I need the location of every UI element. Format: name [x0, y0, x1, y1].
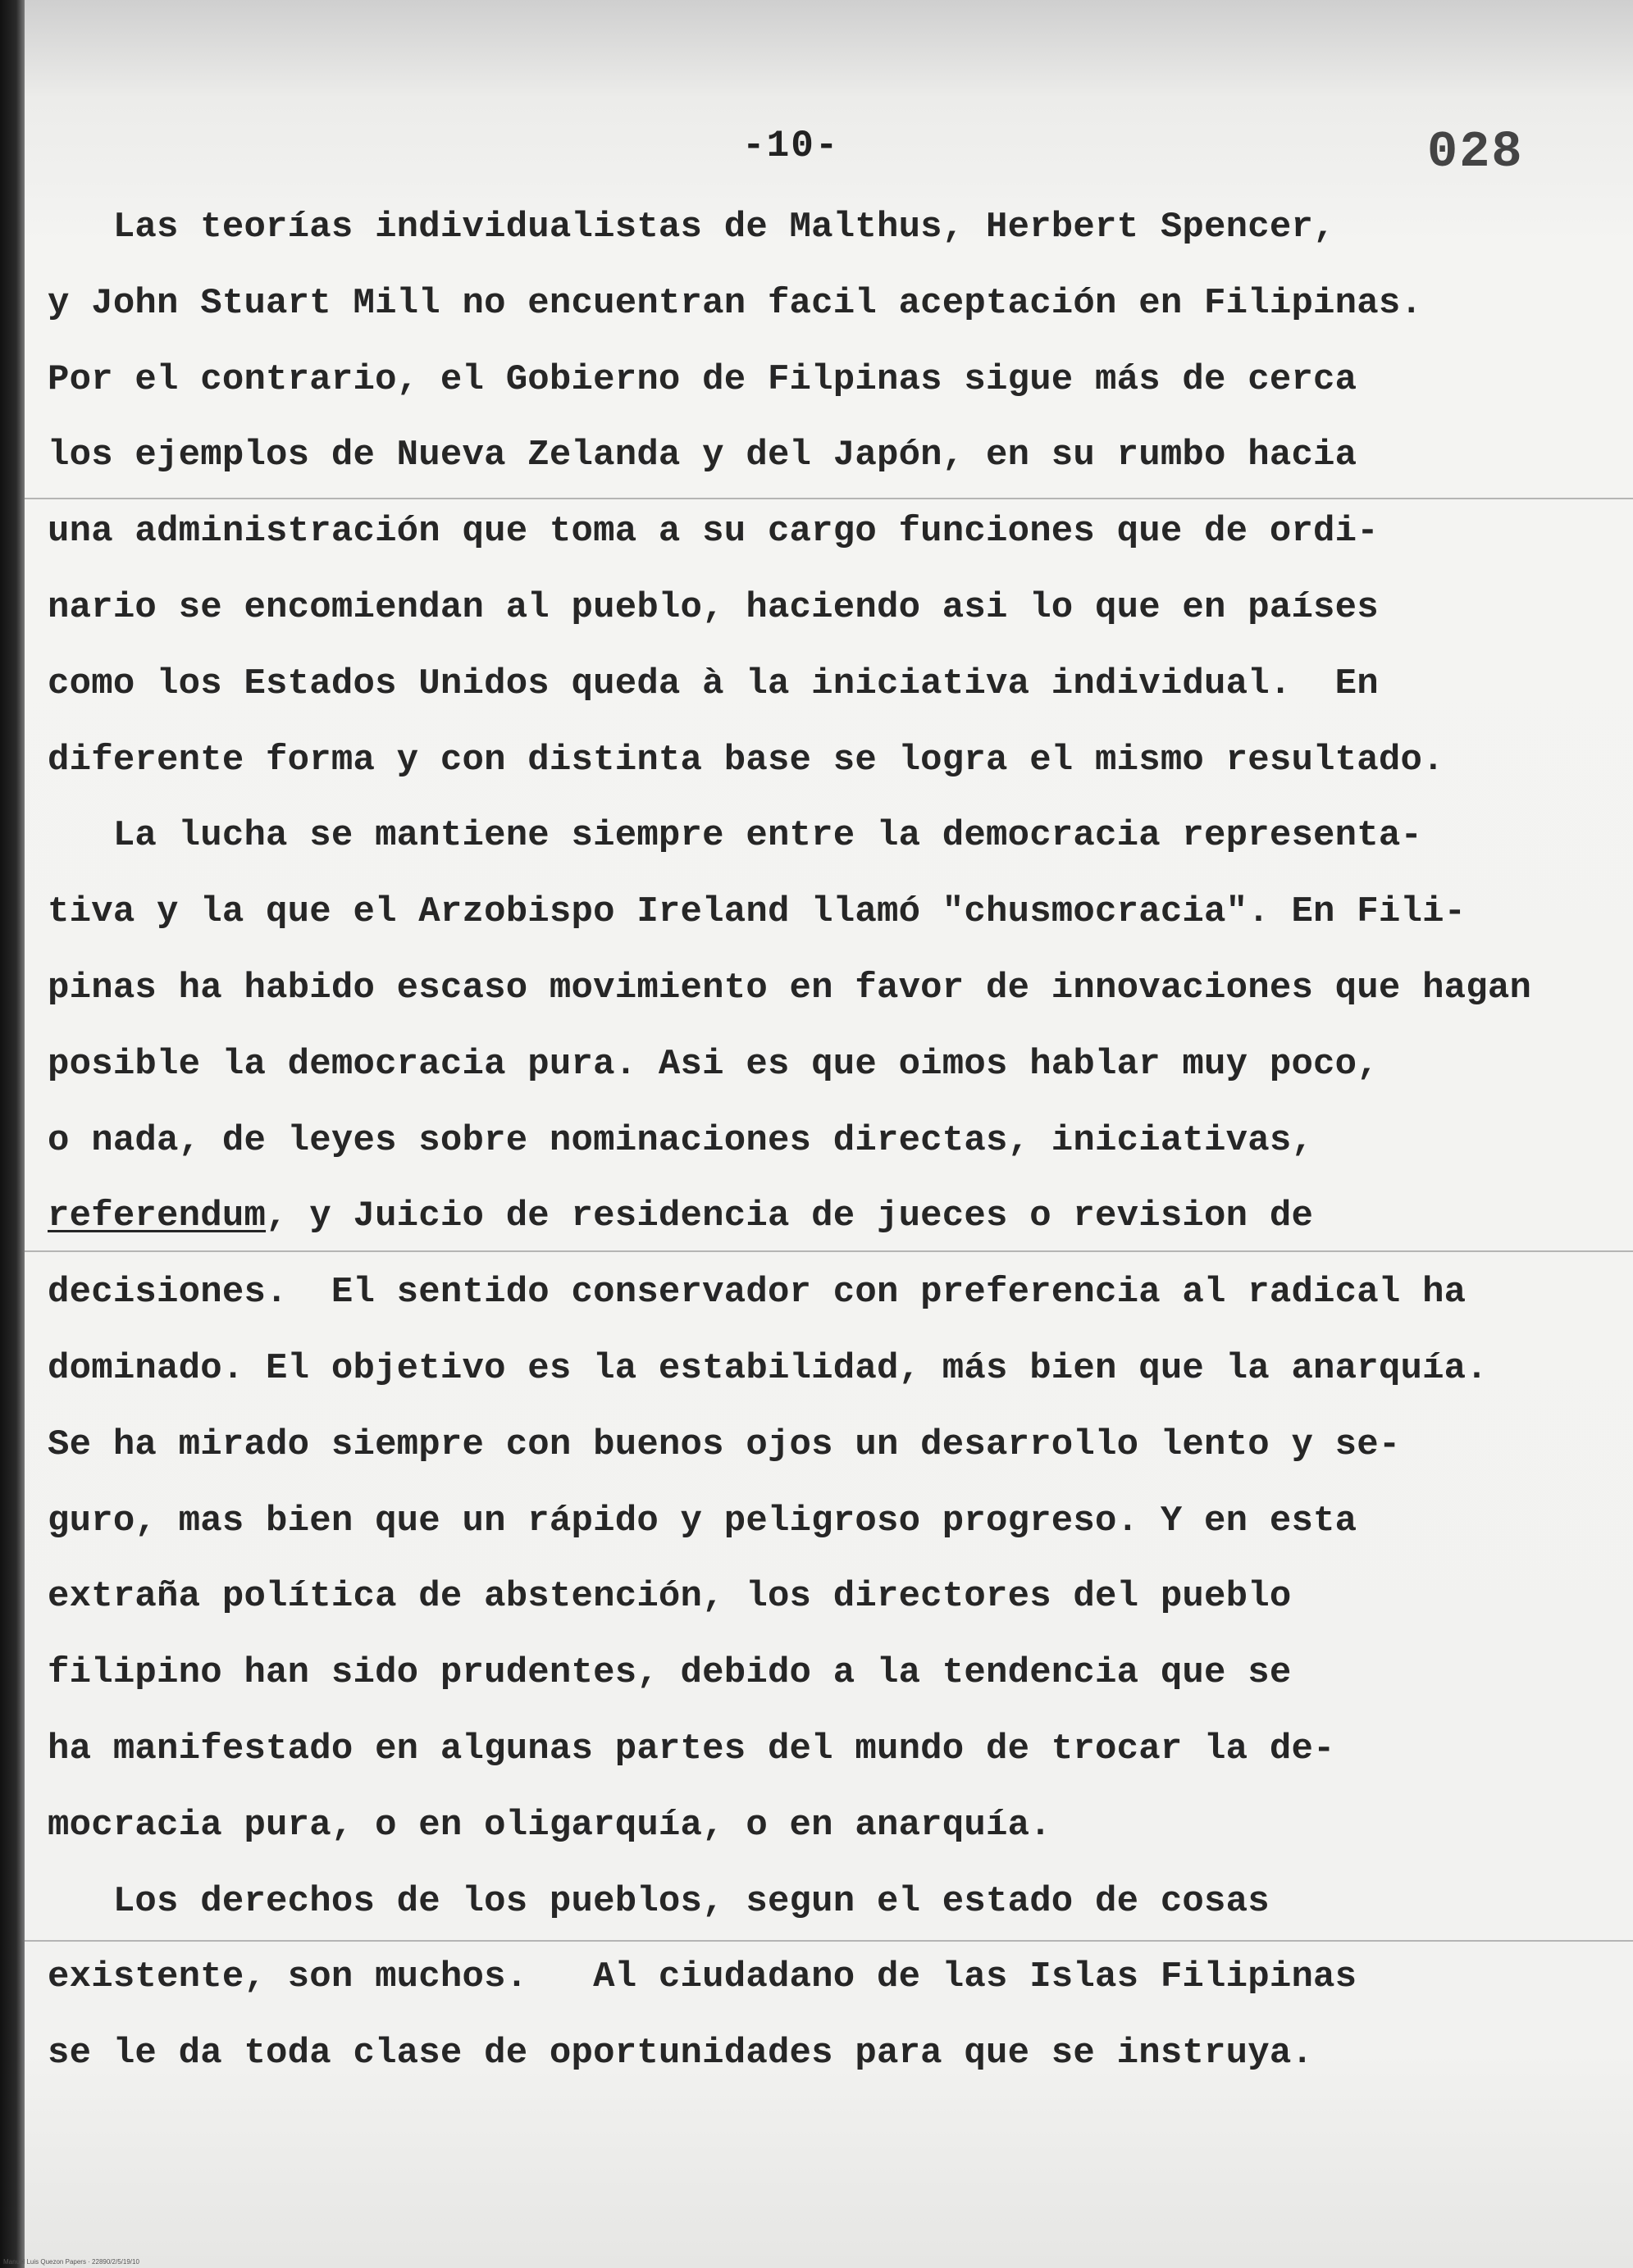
text-line: Las teorías individualistas de Malthus, Herbert Spencer,	[48, 207, 1335, 248]
text-line: posible la democracia pura. Asi es que oimos hablar muy poco,	[48, 1043, 1379, 1085]
text-line: dominado. El objetivo es la estabilidad, más bien que la anarquía.	[48, 1347, 1488, 1389]
text-line: una administración que toma a su cargo funciones que de ordi-	[48, 511, 1379, 553]
text-line: guro, mas bien que un rápido y peligroso progreso. Y en esta	[48, 1500, 1357, 1542]
underlined-word: referendum	[48, 1195, 267, 1237]
archive-number: 028	[1427, 123, 1524, 181]
text-line: tiva y la que el Arzobispo Ireland llamó "chusmocracia". En Fili-	[48, 891, 1467, 933]
text-line: existente, son muchos. Al ciudadano de las Islas Filipinas	[48, 1956, 1357, 1998]
text-line: nario se encomiendan al pueblo, haciendo asi lo que en países	[48, 586, 1379, 628]
text-line: Por el contrario, el Gobierno de Filpinas sigue más de cerca	[48, 358, 1357, 400]
text-line: los ejemplos de Nueva Zelanda y del Japón, en su rumbo hacia	[48, 435, 1357, 476]
text-line: diferente forma y con distinta base se logra el mismo resultado.	[48, 739, 1444, 781]
text-line: pinas ha habido escaso movimiento en favor de innovaciones que hagan	[48, 967, 1532, 1009]
binding-edge	[0, 0, 25, 2268]
underlined-line	[48, 1191, 1622, 1268]
text-line: y John Stuart Mill no encuentran facil aceptación en Filipinas.	[48, 282, 1423, 324]
text-line: ha manifestado en algunas partes del mundo de trocar la de-	[48, 1728, 1335, 1769]
text-line: como los Estados Unidos queda à la iniciativa individual. En	[48, 663, 1379, 704]
text-line: Se ha mirado siempre con buenos ojos un desarrollo lento y se-	[48, 1423, 1401, 1465]
text-line: filipino han sido prudentes, debido a la tendencia que se	[48, 1652, 1292, 1694]
text-line: o nada, de leyes sobre nominaciones directas, iniciativas,	[48, 1119, 1314, 1161]
text-fragment: , y Juicio de residencia de jueces o revision de	[266, 1195, 1314, 1237]
text-line: extraña política de abstención, los directores del pueblo	[48, 1576, 1292, 1618]
text-line: La lucha se mantiene siempre entre la democracia representa-	[48, 815, 1423, 857]
footer-note: Manuel Luis Quezon Papers · 22890/2/5/19/10	[3, 2258, 139, 2266]
text-line: decisiones. El sentido conservador con preferencia al radical ha	[48, 1272, 1467, 1314]
text-line: mocracia pura, o en oligarquía, o en anarquía.	[48, 1804, 1051, 1846]
text-line: se le da toda clase de oportunidades para que se instruya.	[48, 2033, 1314, 2074]
body-text	[48, 203, 1622, 2105]
text-line: Los derechos de los pueblos, segun el estado de cosas	[48, 1880, 1270, 1922]
page-number: -10-	[742, 125, 840, 167]
